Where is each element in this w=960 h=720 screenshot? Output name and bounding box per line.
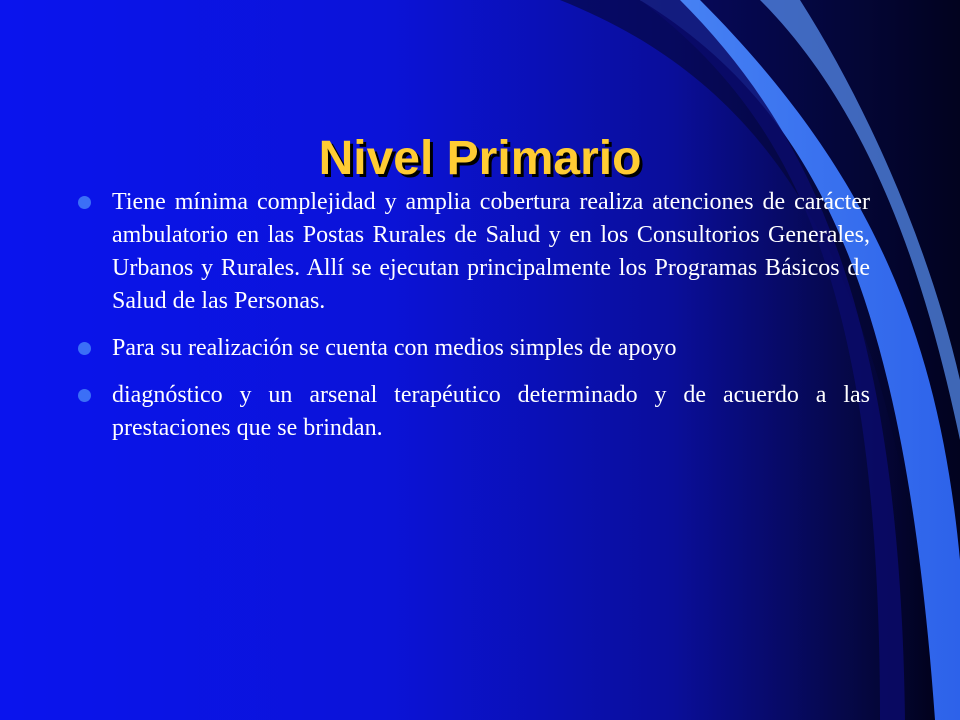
bullet-item [76, 186, 870, 318]
bullet-text: Tiene mínima complejidad y amplia cobertura realiza atenciones de carácter ambulatorio en las Postas Rurales de Salud y en los Consultorios Generales, Urbanos y Rurales. Allí se ejecutan principalmente los Programas Básicos de Salud de las Personas. [112, 189, 870, 314]
bullet-item [76, 332, 870, 365]
bullet-text: diagnóstico y un arsenal terapéutico determinado y de acuerdo a las prestaciones que se brindan. [112, 382, 870, 441]
bullet-item [76, 379, 870, 445]
bullet-text: Para su realización se cuenta con medios simples de apoyo [112, 335, 677, 361]
circle-bullet-icon [78, 389, 91, 402]
slide-title: Nivel Primario [318, 132, 642, 186]
bullet-list [76, 186, 870, 459]
circle-bullet-icon [78, 196, 91, 209]
circle-bullet-icon [78, 342, 91, 355]
